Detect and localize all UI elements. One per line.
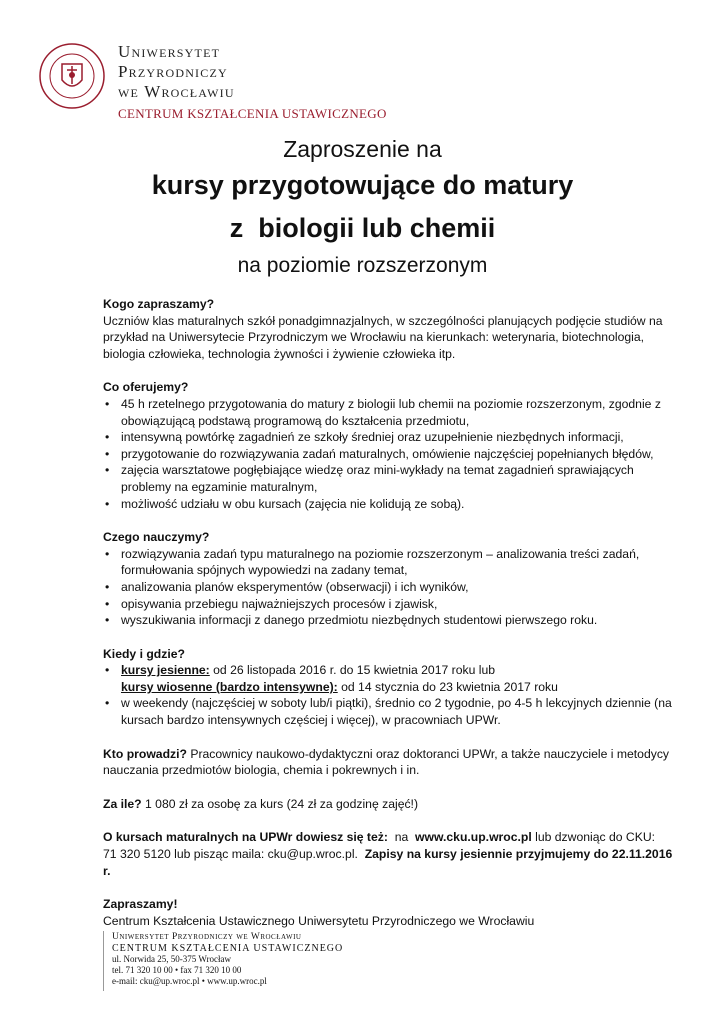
section-kontakt (103, 829, 683, 879)
section-zakonczenie (103, 896, 683, 929)
section-heading: Czego nauczymy? (103, 530, 210, 545)
university-name-line: Uniwersytet (118, 42, 221, 61)
section-heading: Kiedy i gdzie? (103, 646, 185, 661)
list-item: • opisywania przebiegu najważniejszych procesów i zjawisk, (103, 596, 683, 613)
list-item: • analizowania planów eksperymentów (obserwacji) i ich wyników, (103, 579, 683, 596)
autumn-course-label: kursy jesienne: (121, 663, 210, 678)
list-item: • przygotowanie do rozwiązywania zadań maturalnych, omówienie najczęściej popełnianych błędów, (103, 446, 683, 463)
section-text: Uczniów klas maturalnych szkół ponadgimnazjalnych, w szczególności planujących podjęcie studiów na przykład na Uniwersytecie Przyrodniczym we Wrocławiu na kierunkach: weterynaria, biotechnologia, biologia człowieka, technologia żywności i żywienie człowieka itp. (103, 313, 663, 361)
section-oferta (103, 379, 683, 512)
contact-phone: 71 320 5120 lub pisząc maila: (103, 847, 268, 862)
spring-course-dates: od 14 stycznia do 23 kwietnia 2017 roku (337, 679, 558, 694)
center-name: CENTRUM KSZTAŁCENIA USTAWICZNEGO (118, 106, 387, 121)
document-body (103, 296, 683, 946)
university-name-line: we Wrocławiu (118, 82, 235, 101)
list-item: • wyszukiwania informacji z danego przedmiotu niezbędnych studentowi pierwszego roku. (103, 612, 683, 629)
list-item: • w weekendy (najczęściej w soboty lub/i piątki), średnio co 2 tygodnie, po 4-5 h lekcyjnych dziennie (na kursach bardzo intensywnych częściej i więcej), w pracowniach UPWr. (103, 695, 683, 728)
website-link[interactable]: www.cku.up.wroc.pl (415, 830, 532, 845)
contact-lead: O kursach maturalnych na UPWr dowiesz się też: (103, 830, 388, 845)
university-seal-logo (38, 42, 106, 110)
registration-deadline: Zapisy na kursy jesiennie przyjmujemy do 22.11.2016 r. (103, 847, 673, 878)
contact-dot: . (354, 847, 365, 862)
university-name-line: Przyrodniczy (118, 62, 228, 81)
title-line-1: Zaproszenie na (283, 136, 442, 162)
learn-list (103, 546, 683, 629)
section-kiedy (103, 646, 683, 729)
list-item: • intensywną powtórkę zagadnień ze szkoły średniej oraz uzupełnienie niezbędnych informacji, (103, 429, 683, 446)
autumn-course-dates: od 26 listopada 2016 r. do 15 kwietnia 2017 roku lub (209, 663, 496, 678)
section-heading: Zapraszamy! (103, 897, 178, 912)
footer-center: CENTRUM KSZTAŁCENIA USTAWICZNEGO (112, 943, 344, 954)
spring-course-label: kursy wiosenne (bardzo intensywne): (121, 679, 338, 694)
list-item: • możliwość udziału w obu kursach (zajęcia nie kolidują ze sobą). (103, 496, 683, 513)
footer-address (103, 931, 412, 991)
footer-street: ul. Norwida 25, 50-375 Wrocław (112, 954, 231, 964)
title-line-4: na poziomie rozszerzonym (237, 254, 488, 277)
section-nauka (103, 529, 683, 629)
list-item (103, 662, 683, 695)
email-link[interactable]: cku@up.wroc.pl (267, 847, 355, 862)
university-name (118, 42, 235, 102)
footer-university: Uniwersytet Przyrodniczy we Wrocławiu (112, 932, 302, 942)
schedule-list (103, 662, 683, 728)
section-heading: Kto prowadzi? (103, 746, 187, 761)
section-text: Pracownicy naukowo-dydaktyczni oraz doktoranci UPWr, a także nauczyciele i metodycy nauczania przedmiotów biologia, chemia i pokrewnych i in. (103, 746, 670, 778)
list-item: • zajęcia warsztatowe pogłębiające wiedzę oraz mini-wykłady na temat zagadnień sprawiających problemy na egzaminie maturalnym, (103, 462, 683, 495)
header (38, 40, 438, 120)
title-line-2: kursy przygotowujące do matury (151, 170, 574, 200)
list-item: • rozwiązywania zadań typu maturalnego na poziomie rozszerzonym – analizowania treści zadań, formułowania spójnych wypowiedzi na zadany temat, (103, 546, 683, 579)
section-text: Centrum Kształcenia Ustawicznego Uniwersytetu Przyrodniczego we Wrocławiu (103, 913, 535, 928)
section-heading: Kogo zapraszamy? (103, 297, 215, 311)
section-kogo (103, 296, 683, 362)
contact-after-url: lub dzwoniąc do CKU: (531, 830, 656, 845)
list-item: • 45 h rzetelnego przygotowania do matury z biologii lub chemii na poziomie rozszerzonym, zgodnie z obowiązującą podstawą programową do kształcenia przedmiotu, (103, 396, 683, 429)
section-prowadzi (103, 746, 683, 779)
title-line-3: z biologii lub chemii (229, 213, 496, 243)
contact-na: na (387, 830, 416, 845)
section-heading: Co oferujemy? (103, 380, 189, 395)
section-cena (103, 796, 683, 813)
section-heading: Za ile? (103, 796, 142, 811)
section-text: 1 080 zł za osobę za kurs (24 zł za godzinę zajęć!) (141, 796, 419, 811)
footer-email: e-mail: cku@up.wroc.pl • www.up.wroc.pl (112, 976, 267, 986)
footer-phone: tel. 71 320 10 00 • fax 71 320 10 00 (112, 965, 242, 975)
offer-list (103, 396, 683, 512)
